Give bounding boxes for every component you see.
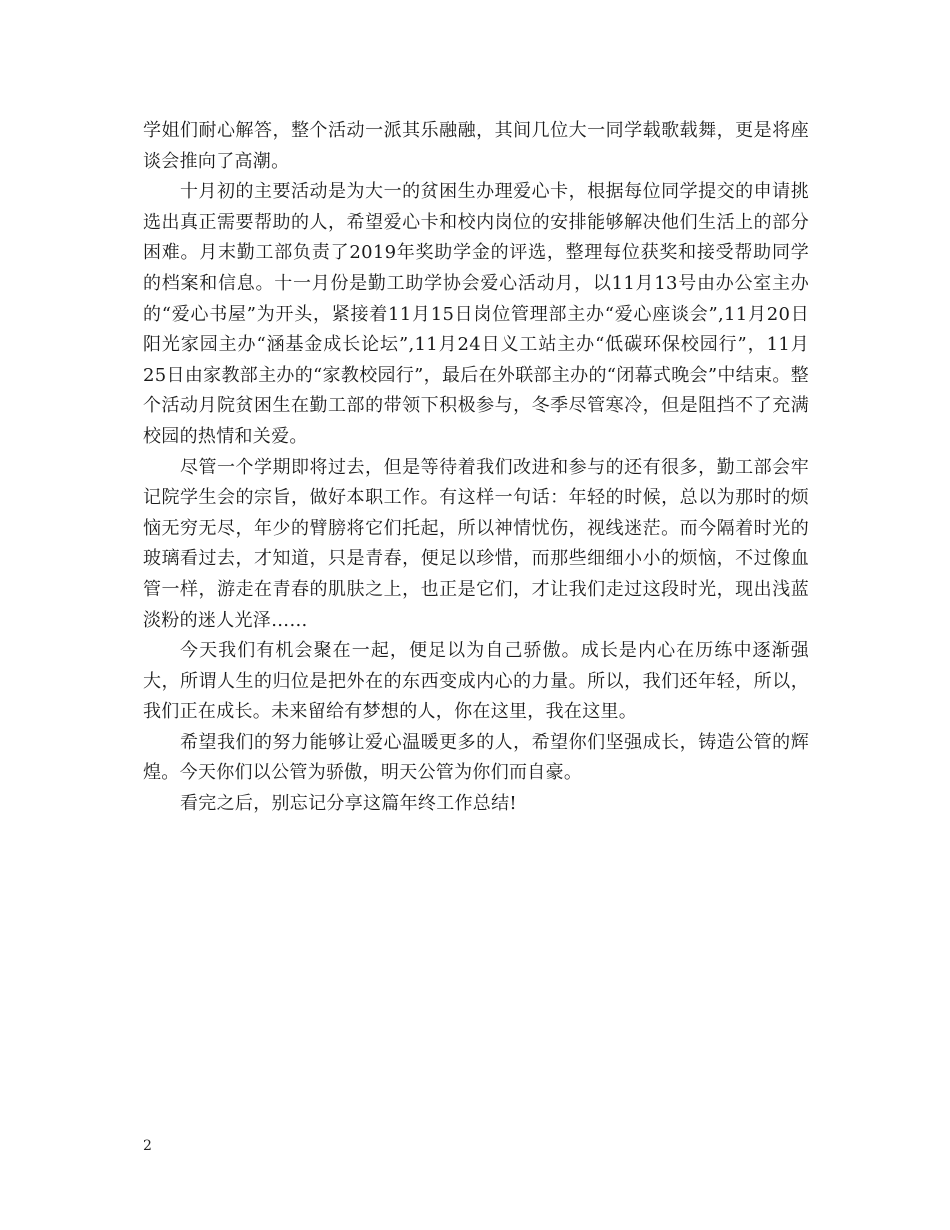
- paragraph-6: 看完之后，别忘记分享这篇年终工作总结!: [180, 793, 517, 815]
- paragraph-1: 学姐们耐心解答，整个活动一派其乐融融，其间几位大一同学载歌载舞，更是将座谈会推向了高潮。: [143, 120, 809, 172]
- page-number: 2: [143, 1138, 152, 1154]
- paragraph-4: 今天我们有机会聚在一起，便足以为自己骄傲。成长是内心在历练中逐渐强大，所谓人生的归位是把外在的东西变成内心的力量。所以，我们还年轻，所以，我们正在成长。未来留给有梦想的人，你在这里，我在这里。: [143, 640, 809, 723]
- paragraph-5: 希望我们的努力能够让爱心温暖更多的人，希望你们坚强成长，铸造公管的辉煌。今天你们以公管为骄傲，明天公管为你们而自豪。: [143, 731, 809, 784]
- paragraph-2: 十月初的主要活动是为大一的贫困生办理爱心卡，根据每位同学提交的申请挑选出真正需要帮助的人，希望爱心卡和校内岗位的安排能够解决他们生活上的部分困难。月末勤工部负责了2019年奖助学金的评选，整理每位获奖和接受帮助同学的档案和信息。十一月份是勤工助学协会爱心活动月，以11月13号由办公室主办的“爱心书屋”为开头，紧接着11月15日岗位管理部主办“爱心座谈会”,11月20日阳光家园主办“涵基金成长论坛”,11月24日义工站主办“低碳环保校园行”，11月25日由家教部主办的“家教校园行”，最后在外联部主办的“闭幕式晚会”中结束。整个活动月院贫困生在勤工部的带领下积极参与，冬季尽管寒冷，但是阻挡不了充满校园的热情和关爱。: [143, 181, 809, 447]
- paragraph-3: 尽管一个学期即将过去，但是等待着我们改进和参与的还有很多，勤工部会牢记院学生会的宗旨，做好本职工作。有这样一句话：年轻的时候，总以为那时的烦恼无穷无尽，年少的臂膀将它们托起，所以神情忧伤，视线迷茫。而今隔着时光的玻璃看过去，才知道，只是青春，便足以珍惜，而那些细细小小的烦恼，不过像血管一样，游走在青春的肌肤之上，也正是它们，才让我们走过这段时光，现出浅蓝淡粉的迷人光泽……: [143, 456, 809, 631]
- body-text: [143, 116, 809, 820]
